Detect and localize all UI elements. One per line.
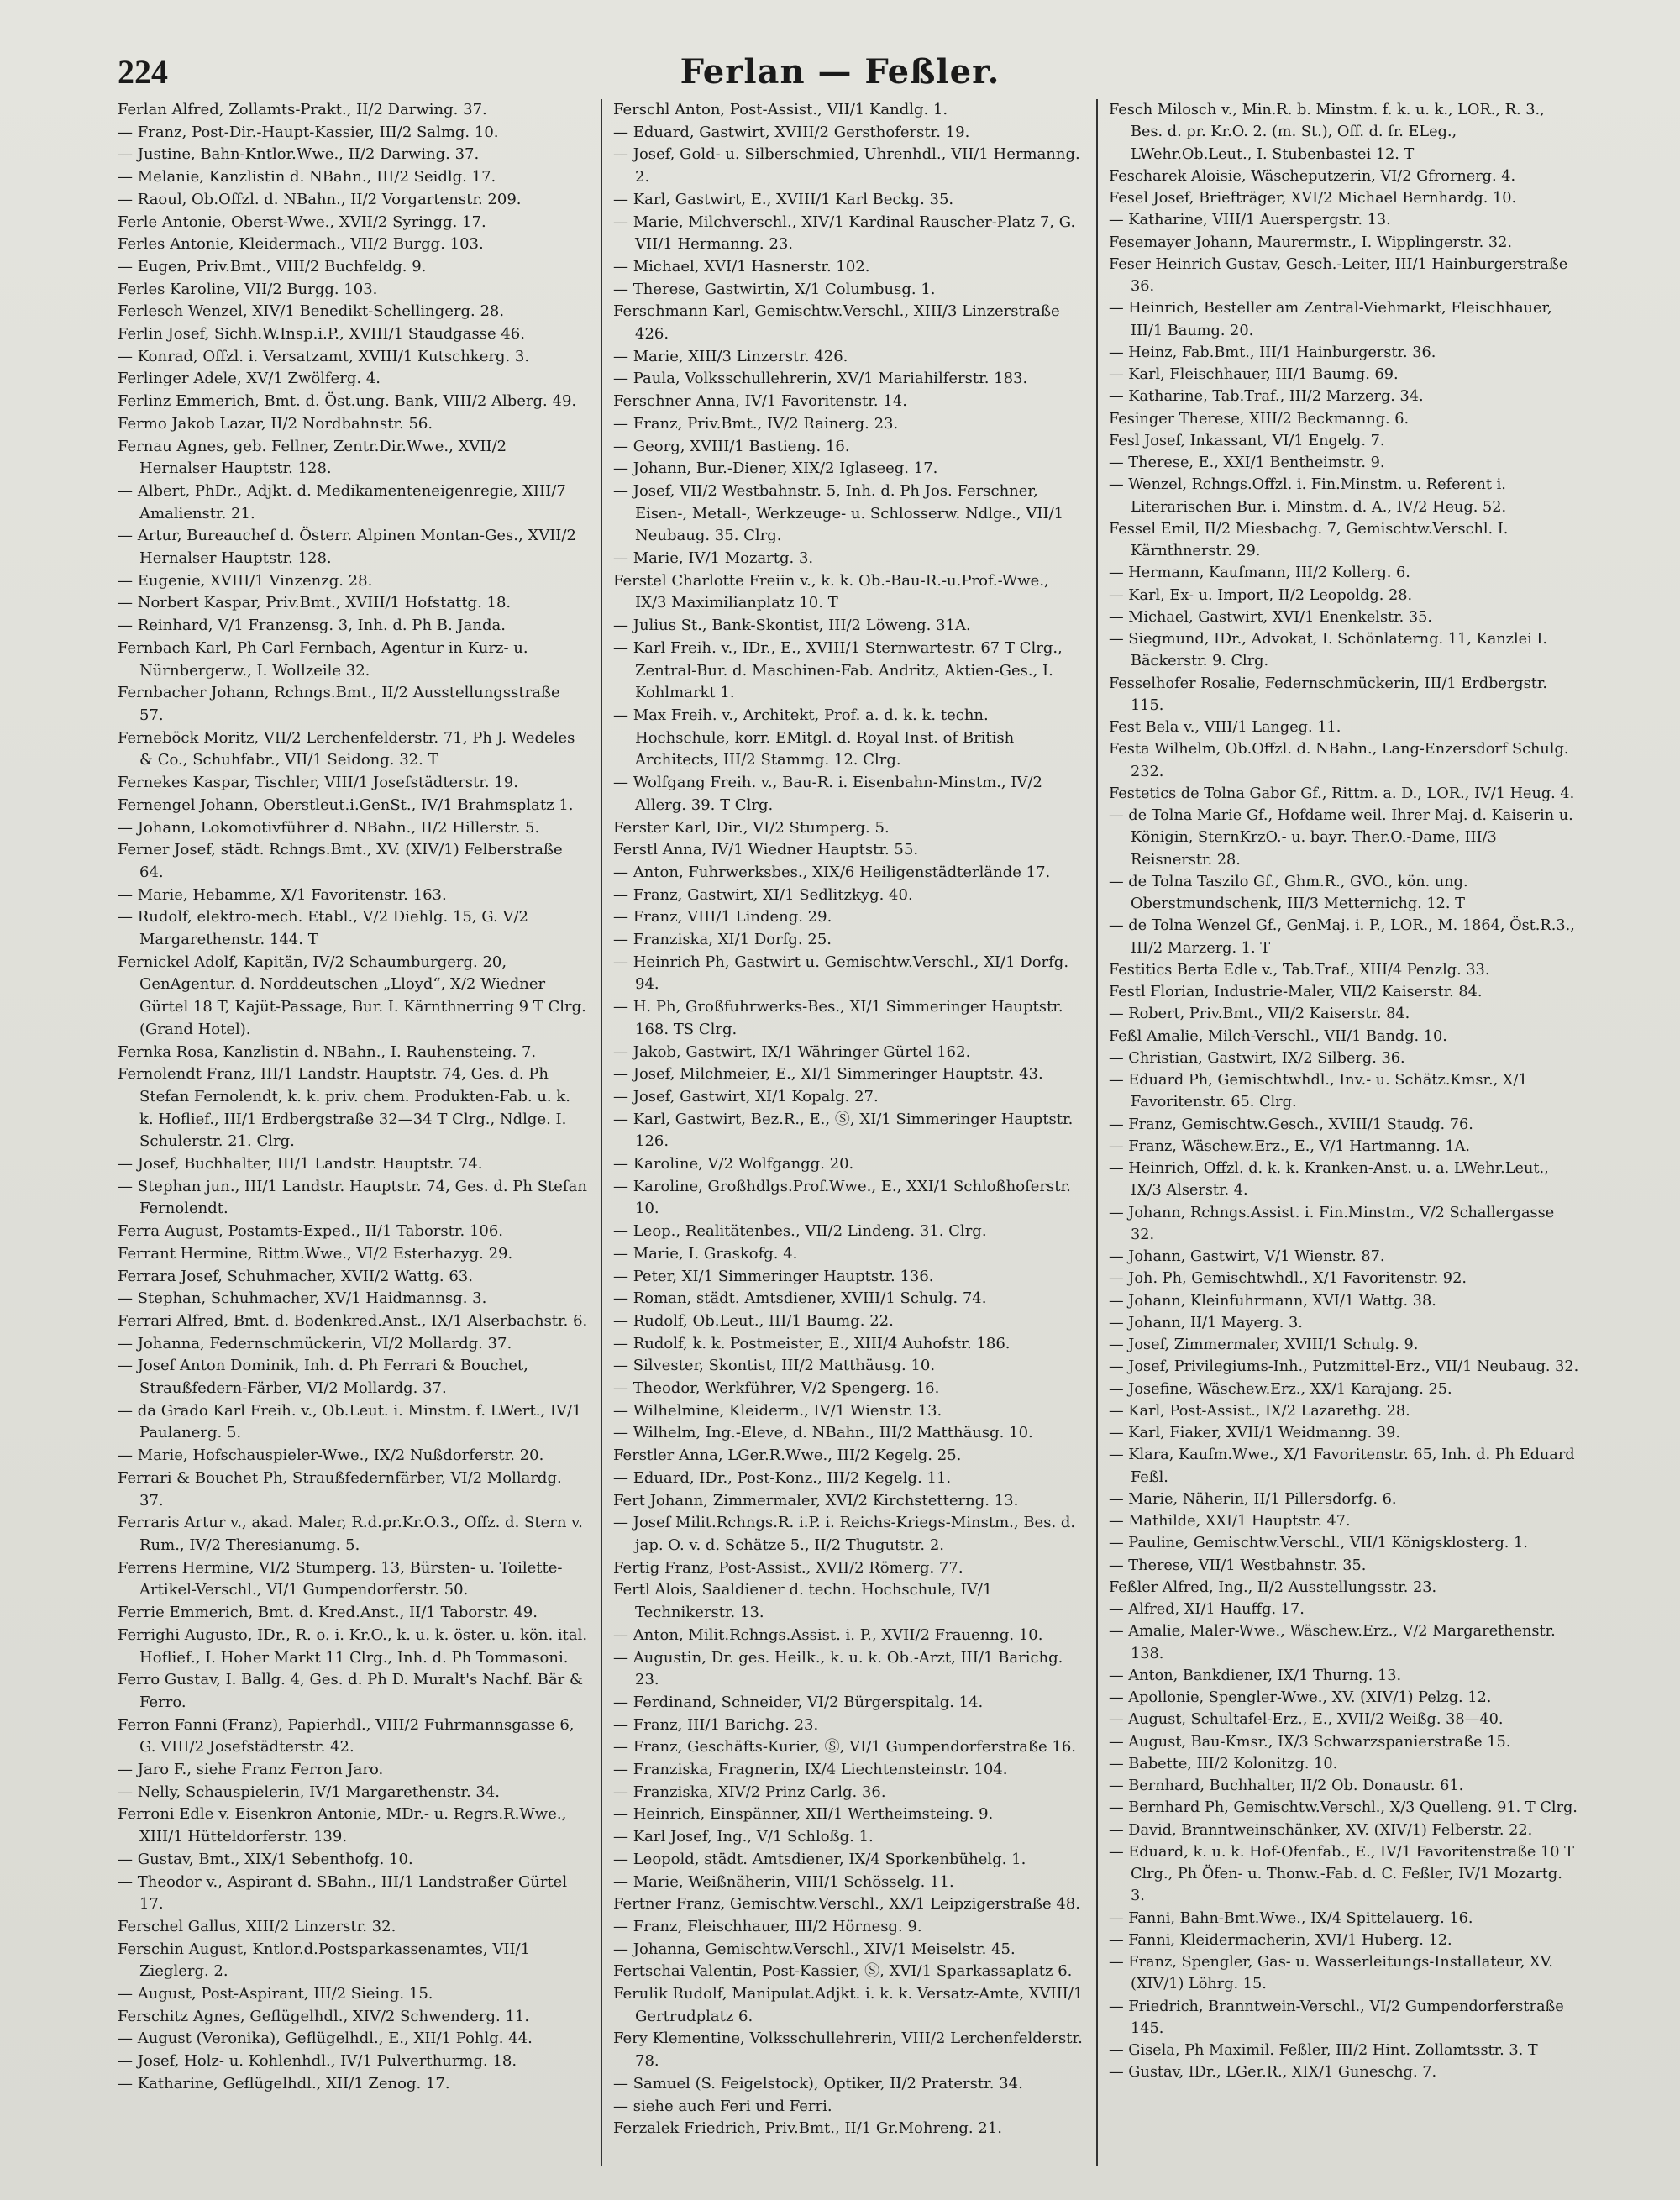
directory-entry: — Paula, Volksschullehrerin, XV/1 Mariahilferstr. 183.	[613, 370, 1028, 388]
directory-entry: Ferrara Josef, Schuhmacher, XVII/2 Wattg. 63.	[118, 1267, 473, 1285]
directory-entry: — Josef, Gold- u. Silberschmied, Uhrenhdl., VII/1 Hermanng. 2.	[613, 145, 1080, 186]
directory-entry: Ferschl Anton, Post-Assist., VII/1 Kandlg. 1.	[613, 101, 948, 118]
directory-entry: — siehe auch Feri und Ferri.	[613, 2097, 832, 2115]
directory-entry: Ferle Antonie, Oberst-Wwe., XVII/2 Syringg. 17.	[118, 213, 486, 231]
directory-entry: — Jakob, Gastwirt, IX/1 Währinger Gürtel 162.	[613, 1042, 971, 1061]
directory-entry: Fescharek Aloisie, Wäscheputzerin, VI/2 Gfrornerg. 4.	[1109, 167, 1516, 185]
directory-entry: — Peter, XI/1 Simmeringer Hauptstr. 136.	[613, 1267, 934, 1285]
directory-entry: Ferraris Artur v., akad. Maler, R.d.pr.Kr.O.3., Offz. d. Stern v. Rum., IV/2 Theresianumg. 5.	[118, 1514, 583, 1554]
column-rule	[1096, 99, 1098, 2166]
directory-entry: — Marie, Hebamme, X/1 Favoritenstr. 163.	[118, 885, 447, 904]
directory-entry: — Johann, II/1 Mayerg. 3.	[1109, 1314, 1303, 1331]
directory-entry: — Franz, Priv.Bmt., IV/2 Rainerg. 23.	[613, 414, 899, 433]
directory-entry: — Christian, Gastwirt, IX/2 Silberg. 36.	[1109, 1049, 1405, 1067]
directory-entry: Feßler Alfred, Ing., II/2 Ausstellungsstr. 23.	[1109, 1578, 1437, 1596]
directory-entry: — Anton, Milit.Rchngs.Assist. i. P., XVII/2 Frauenng. 10.	[613, 1625, 1043, 1644]
directory-entry: — Wenzel, Rchngs.Offzl. i. Fin.Minstm. u. Referent i. Literarischen Bur. i. Minstm. d. A., IV/2 Heug. 52.	[1109, 476, 1507, 516]
directory-entry: Fesselhofer Rosalie, Federnschmückerin, III/1 Erdbergstr. 115.	[1109, 675, 1547, 714]
directory-entry: — Theodor, Werkführer, V/2 Spengerg. 16.	[613, 1379, 940, 1398]
directory-entry: Fernbach Karl, Ph Carl Fernbach, Agentur in Kurz- u. Nürnbergerw., I. Wollzeile 32.	[118, 638, 528, 680]
directory-entry: — Johann, Lokomotivführer d. NBahn., II/2 Hillerstr. 5.	[118, 818, 540, 837]
directory-entry: Ferner Josef, städt. Rchngs.Bmt., XV. (XIV/1) Felberstraße 64.	[118, 841, 563, 881]
directory-entry: — Franziska, XIV/2 Prinz Carlg. 36.	[613, 1783, 886, 1801]
directory-entry: — Eduard Ph, Gemischtwhdl., Inv.- u. Schätz.Kmsr., X/1 Favoritenstr. 65. Clrg.	[1109, 1072, 1528, 1111]
directory-entry: — Stephan, Schuhmacher, XV/1 Haidmannsg. 3.	[118, 1289, 487, 1308]
directory-entry: Fest Bela v., VIII/1 Langeg. 11.	[1109, 719, 1341, 736]
directory-entry: — Karl, Fiaker, XVII/1 Weidmanng. 39.	[1109, 1425, 1400, 1441]
directory-entry: — Amalie, Maler-Wwe., Wäschew.Erz., V/2 Margarethenstr. 138.	[1109, 1623, 1556, 1662]
directory-entry: Ferlan Alfred, Zollamts-Prakt., II/2 Darwing. 37.	[118, 101, 487, 118]
directory-entry: Fernbacher Johann, Rchngs.Bmt., II/2 Ausstellungsstraße 57.	[118, 684, 560, 724]
directory-entry: — Marie, XIII/3 Linzerstr. 426.	[613, 347, 848, 365]
directory-entry: — Katharine, VIII/1 Auerspergstr. 13.	[1109, 212, 1391, 229]
directory-entry: — Eduard, IDr., Post-Konz., III/2 Kegelg. 11.	[613, 1468, 952, 1487]
directory-entry: — Wolfgang Freih. v., Bau-R. i. Eisenbahn-Minstm., IV/2 Allerg. 39. T Clrg.	[613, 774, 1042, 814]
column-rule	[601, 99, 602, 2166]
directory-entry: — Justine, Bahn-Kntlor.Wwe., II/2 Darwing. 37.	[118, 145, 480, 164]
directory-entry: Fermo Jakob Lazar, II/2 Nordbahnstr. 56.	[118, 414, 433, 433]
directory-entry: — Josef, Buchhalter, III/1 Landstr. Hauptstr. 74.	[118, 1155, 483, 1174]
directory-entry: — August (Veronika), Geflügelhdl., E., XII/1 Pohlg. 44.	[118, 2029, 533, 2048]
directory-entry: — Max Freih. v., Architekt, Prof. a. d. k. k. techn. Hochschule, korr. EMitgl. d. Royal Inst. of British Architects, III/2 Stammg. 12. Clrg.	[613, 706, 1015, 769]
directory-entry: — H. Ph, Großfuhrwerks-Bes., XI/1 Simmeringer Hauptstr. 168. TS Clrg.	[613, 998, 1063, 1038]
directory-entry: — Michael, XVI/1 Hasnerstr. 102.	[613, 257, 870, 276]
directory-entry: — Apollonie, Spengler-Wwe., XV. (XIV/1) Pelzg. 12.	[1109, 1689, 1492, 1706]
directory-entry: Ferles Karoline, VII/2 Burgg. 103.	[118, 280, 378, 298]
directory-entry: — Johann, Bur.-Diener, XIX/2 Iglaseeg. 17.	[613, 459, 938, 478]
directory-entry: — Karl, Ex- u. Import, II/2 Leopoldg. 28.	[1109, 586, 1413, 604]
directory-entry: Ferrighi Augusto, IDr., R. o. i. Kr.O., k. u. k. öster. u. kön. ital. Hoflief., I. Hoher Markt 11 Clrg., Inh. d. Ph Tommasoni.	[118, 1625, 588, 1667]
directory-entry: — Johann, Kleinfuhrmann, XVI/1 Wattg. 38.	[1109, 1292, 1436, 1310]
directory-entry: — Gisela, Ph Maximil. Feßler, III/2 Hint. Zollamtsstr. 3. T	[1109, 2042, 1538, 2059]
directory-entry: — Rudolf, Ob.Leut., III/1 Baumg. 22.	[613, 1311, 894, 1330]
directory-entry: — Karl, Post-Assist., IX/2 Lazarethg. 28.	[1109, 1402, 1410, 1420]
directory-entry: Ferlinz Emmerich, Bmt. d. Öst.ung. Bank, VIII/2 Alberg. 49.	[118, 392, 577, 411]
page-header	[118, 52, 1562, 102]
directory-entry: — Mathilde, XXI/1 Hauptstr. 47.	[1109, 1513, 1351, 1530]
page-number: 224	[118, 53, 168, 91]
directory-entry: — Marie, IV/1 Mozartg. 3.	[613, 549, 814, 568]
directory-entry: — Silvester, Skontist, III/2 Matthäusg. 10.	[613, 1357, 936, 1375]
directory-entry: — de Tolna Marie Gf., Hofdame weil. Ihrer Maj. d. Kaiserin u. Königin, SternKrzO.- u. bayr. Ther.O.-Dame, III/3 Reisnerstr. 28.	[1109, 807, 1573, 869]
directory-entry: Fery Klementine, Volksschullehrerin, VIII/2 Lerchenfelderstr. 78.	[613, 2029, 1083, 2071]
directory-entry: Ferra August, Postamts-Exped., II/1 Taborstr. 106.	[118, 1222, 504, 1241]
directory-entry: — Gustav, Bmt., XIX/1 Sebenthofg. 10.	[118, 1850, 413, 1868]
directory-entry: — Robert, Priv.Bmt., VII/2 Kaiserstr. 84.	[1109, 1005, 1410, 1023]
directory-entry: Ferschitz Agnes, Geflügelhdl., XIV/2 Schwenderg. 11.	[118, 2007, 530, 2025]
directory-entry: Fertner Franz, Gemischtw.Verschl., XX/1 Leipzigerstraße 48.	[613, 1895, 1080, 1914]
directory-entry: — Karoline, V/2 Wolfgangg. 20.	[613, 1155, 854, 1174]
directory-entry: Fesemayer Johann, Maurermstr., I. Wipplingerstr. 32.	[1109, 234, 1513, 251]
directory-entry: — Karl Freih. v., IDr., E., XVIII/1 Sternwartestr. 67 T Clrg., Zentral-Bur. d. Maschinen-Fab. Andritz, Aktien-Ges., I. Kohlmarkt 1.	[613, 638, 1063, 702]
directory-entry: — Karl Josef, Ing., V/1 Schloßg. 1.	[613, 1828, 874, 1846]
directory-entry: Ferrie Emmerich, Bmt. d. Kred.Anst., II/1 Taborstr. 49.	[118, 1604, 538, 1622]
directory-entry: Fertig Franz, Post-Assist., XVII/2 Römerg. 77.	[613, 1558, 963, 1577]
directory-entry: — Marie, Weißnäherin, VIII/1 Schösselg. 11.	[613, 1872, 954, 1891]
directory-entry: — Leopold, städt. Amtsdiener, IX/4 Sporkenbühelg. 1.	[613, 1850, 1026, 1868]
directory-entry: Ferlesch Wenzel, XIV/1 Benedikt-Schellingerg. 28.	[118, 302, 505, 321]
column-1	[118, 99, 588, 2166]
directory-entry: — Raoul, Ob.Offzl. d. NBahn., II/2 Vorgartenstr. 209.	[118, 190, 522, 208]
directory-entry: — Gustav, IDr., LGer.R., XIX/1 Guneschg. 7.	[1109, 2064, 1437, 2082]
directory-entry: Fertl Alois, Saaldiener d. techn. Hochschule, IV/1 Technikerstr. 13.	[613, 1581, 993, 1622]
directory-entry: — Karl, Fleischhauer, III/1 Baumg. 69.	[1109, 366, 1399, 383]
directory-entry: — Wilhelm, Ing.-Eleve, d. NBahn., III/2 Matthäusg. 10.	[613, 1424, 1033, 1442]
directory-entry: Festl Florian, Industrie-Maler, VII/2 Kaiserstr. 84.	[1109, 984, 1483, 1000]
directory-entry: — Anton, Fuhrwerksbes., XIX/6 Heiligenstädterlände 17.	[613, 863, 1051, 881]
directory-entry: — Georg, XVIII/1 Bastieng. 16.	[613, 437, 850, 455]
directory-entry: — Rudolf, k. k. Postmeister, E., XIII/4 Auhofstr. 186.	[613, 1334, 1011, 1352]
directory-entry: — Eduard, Gastwirt, XVIII/2 Gersthoferstr. 19.	[613, 123, 970, 141]
directory-entry: — Johanna, Gemischtw.Verschl., XIV/1 Meiselstr. 45.	[613, 1940, 1016, 1958]
directory-entry: — Jaro F., siehe Franz Ferron Jaro.	[118, 1761, 384, 1779]
directory-entry: — Babette, III/2 Kolonitzg. 10.	[1109, 1755, 1338, 1772]
directory-entry: Ferroni Edle v. Eisenkron Antonie, MDr.- u. Regrs.R.Wwe., XIII/1 Hütteldorferstr. 139.	[118, 1805, 567, 1846]
directory-entry: — Josef, Privilegiums-Inh., Putzmittel-Erz., VII/1 Neubaug. 32.	[1109, 1358, 1579, 1376]
directory-entry: Ferrant Hermine, Rittm.Wwe., VI/2 Esterhazyg. 29.	[118, 1244, 513, 1263]
directory-entry: — Josef Anton Dominik, Inh. d. Ph Ferrari & Bouchet, Straußfedern-Färber, VI/2 Mollardg. 37.	[118, 1357, 528, 1398]
directory-entry: — Theodor v., Aspirant d. SBahn., III/1 Landstraßer Gürtel 17.	[118, 1872, 568, 1914]
directory-entry: — Hermann, Kaufmann, III/2 Kollerg. 6.	[1109, 564, 1410, 582]
directory-entry: — Heinrich, Besteller am Zentral-Viehmarkt, Fleischhauer, III/1 Baumg. 20.	[1109, 300, 1552, 339]
directory-entry: Fernka Rosa, Kanzlistin d. NBahn., I. Rauhensteing. 7.	[118, 1042, 537, 1061]
directory-entry: — Franz, Wäschew.Erz., E., V/1 Hartmanng. 1A.	[1109, 1137, 1471, 1155]
directory-entry: Ferlin Josef, Sichh.W.Insp.i.P., XVIII/1 Staudgasse 46.	[118, 325, 525, 344]
directory-entry: Ferles Antonie, Kleidermach., VII/2 Burgg. 103.	[118, 235, 484, 254]
directory-entry: Fesl Josef, Inkassant, VI/1 Engelg. 7.	[1109, 432, 1385, 449]
directory-entry: Ferneböck Moritz, VII/2 Lerchenfelderstr. 71, Ph J. Wedeles & Co., Schuhfabr., VII/1 Seidong. 32. T	[118, 728, 575, 769]
directory-entry: — Eugen, Priv.Bmt., VIII/2 Buchfeldg. 9.	[118, 257, 427, 276]
directory-entry: — Katharine, Geflügelhdl., XII/1 Zenog. 17.	[118, 2074, 450, 2092]
directory-entry: Fernekes Kaspar, Tischler, VIII/1 Josefstädterstr. 19.	[118, 774, 518, 792]
directory-entry: — Katharine, Tab.Traf., III/2 Marzerg. 34.	[1109, 388, 1424, 406]
directory-entry: — Josef Milit.Rchngs.R. i.P. i. Reichs-Kriegs-Minstm., Bes. d. jap. O. v. d. Schätze 5., II/2 Thugutstr. 2.	[613, 1514, 1076, 1554]
directory-entry: Ferrari Alfred, Bmt. d. Bodenkred.Anst., IX/1 Alserbachstr. 6.	[118, 1311, 588, 1330]
directory-entry: — Fanni, Kleidermacherin, XVI/1 Huberg. 12.	[1109, 1931, 1452, 1949]
directory-entry: — Nelly, Schauspielerin, IV/1 Margarethenstr. 34.	[118, 1783, 501, 1801]
directory-entry: — Roman, städt. Amtsdiener, XVIII/1 Schulg. 74.	[613, 1289, 987, 1308]
directory-entry: — David, Branntweinschänker, XV. (XIV/1) Felberstr. 22.	[1109, 1821, 1533, 1839]
directory-entry: Ferschin August, Kntlor.d.Postsparkassenamtes, VII/1 Zieglerg. 2.	[118, 1940, 531, 1981]
directory-entry: — de Tolna Wenzel Gf., GenMaj. i. P., LOR., M. 1864, Öst.R.3., III/2 Marzerg. 1. T	[1109, 917, 1575, 957]
directory-entry: — Franz, Spengler, Gas- u. Wasserleitungs-Installateur, XV. (XIV/1) Löhrg. 15.	[1109, 1954, 1553, 1993]
directory-entry: Ferstel Charlotte Freiin v., k. k. Ob.-Bau-R.-u.Prof.-Wwe., IX/3 Maximilianplatz 10. T	[613, 571, 1049, 612]
directory-entry: — Eduard, k. u. k. Hof-Ofenfab., E., IV/1 Favoritenstraße 10 T Clrg., Ph Öfen- u. Thonw.-Fab. d. C. Feßler, IV/1 Mozartg. 3.	[1109, 1843, 1574, 1905]
directory-entry: — Bernhard, Buchhalter, II/2 Ob. Donaustr. 61.	[1109, 1777, 1464, 1794]
directory-entry: — de Tolna Taszilo Gf., Ghm.R., GVO., kön. ung. Oberstmundschenk, III/3 Metternichg. 12. T	[1109, 873, 1468, 912]
directory-entry: Fernengel Johann, Oberstleut.i.GenSt., IV/1 Brahmsplatz 1.	[118, 795, 574, 814]
directory-entry: — Josef, Zimmermaler, XVIII/1 Schulg. 9.	[1109, 1336, 1419, 1353]
directory-entry: Ferschel Gallus, XIII/2 Linzerstr. 32.	[118, 1917, 396, 1935]
directory-entry: — Melanie, Kanzlistin d. NBahn., III/2 Seidlg. 17.	[118, 168, 496, 186]
directory-entry: — Anton, Bankdiener, IX/1 Thurng. 13.	[1109, 1667, 1402, 1684]
directory-entry: — Franz, Fleischhauer, III/2 Hörnesg. 9.	[613, 1917, 922, 1935]
directory-entry: — Siegmund, IDr., Advokat, I. Schönlaterng. 11, Kanzlei I. Bäckerstr. 9. Clrg.	[1109, 631, 1548, 670]
directory-entry: — Heinrich, Einspänner, XII/1 Wertheimsteing. 9.	[613, 1805, 994, 1824]
directory-columns	[118, 99, 1579, 2166]
directory-entry: Feßl Amalie, Milch-Verschl., VII/1 Bandg. 10.	[1109, 1027, 1447, 1045]
directory-entry: — da Grado Karl Freih. v., Ob.Leut. i. Minstm. f. LWert., IV/1 Paulanerg. 5.	[118, 1401, 582, 1442]
directory-entry: Ferulik Rudolf, Manipulat.Adjkt. i. k. k. Versatz-Amte, XVIII/1 Gertrudplatz 6.	[613, 1985, 1084, 2025]
directory-entry: — Marie, I. Graskofg. 4.	[613, 1244, 798, 1263]
directory-entry: Ferron Fanni (Franz), Papierhdl., VIII/2 Fuhrmannsgasse 6, G. VIII/2 Josefstädterstr. 42.	[118, 1715, 575, 1756]
column-3	[1109, 99, 1579, 2166]
directory-entry: — Pauline, Gemischtw.Verschl., VII/1 Königsklosterg. 1.	[1109, 1535, 1528, 1552]
directory-entry: — August, Post-Aspirant, III/2 Sieing. 15.	[118, 1985, 433, 2003]
directory-entry: — Therese, E., XXI/1 Bentheimstr. 9.	[1109, 454, 1385, 471]
directory-entry: — Johanna, Federnschmückerin, VI/2 Mollardg. 37.	[118, 1334, 512, 1352]
directory-entry: — Heinrich, Offzl. d. k. k. Kranken-Anst. u. a. LWehr.Leut., IX/3 Alserstr. 4.	[1109, 1160, 1549, 1200]
directory-entry: Fesinger Therese, XIII/2 Beckmanng. 6.	[1109, 410, 1410, 428]
directory-entry: — Marie, Milchverschl., XIV/1 Kardinal Rauscher-Platz 7, G. VII/1 Hermanng. 23.	[613, 213, 1076, 254]
directory-entry: — August, Schultafel-Erz., E., XVII/2 Weißg. 38—40.	[1109, 1711, 1504, 1729]
directory-entry: — Johann, Rchngs.Assist. i. Fin.Minstm., V/2 Schallergasse 32.	[1109, 1204, 1555, 1243]
directory-entry: Fertschai Valentin, Post-Kassier, Ⓢ, XVI/1 Sparkassaplatz 6.	[613, 1962, 1073, 1981]
directory-entry: — Franz, Geschäfts-Kurier, Ⓢ, VI/1 Gumpendorferstraße 16.	[613, 1738, 1076, 1756]
column-2	[613, 99, 1084, 2166]
directory-entry: — Therese, VII/1 Westbahnstr. 35.	[1109, 1557, 1367, 1574]
directory-entry: — Samuel (S. Feigelstock), Optiker, II/2 Praterstr. 34.	[613, 2074, 1023, 2092]
directory-entry: — Josef, Holz- u. Kohlenhdl., IV/1 Pulverthurmg. 18.	[118, 2052, 517, 2071]
directory-entry: — Friedrich, Branntwein-Verschl., VI/2 Gumpendorferstraße 145.	[1109, 1998, 1564, 2037]
directory-entry: — Josef, VII/2 Westbahnstr. 5, Inh. d. Ph Jos. Ferschner, Eisen-, Metall-, Werkzeuge- u. Schlosserw. Ndlge., VII/1 Neubaug. 35. Clrg.	[613, 481, 1064, 545]
directory-entry: — Wilhelmine, Kleiderm., IV/1 Wienstr. 13.	[613, 1401, 942, 1420]
directory-entry: — Leop., Realitätenbes., VII/2 Lindeng. 31. Clrg.	[613, 1222, 987, 1241]
directory-entry: — Karl, Gastwirt, Bez.R., E., Ⓢ, XI/1 Simmeringer Hauptstr. 126.	[613, 1110, 1074, 1151]
directory-entry: Ferro Gustav, I. Ballg. 4, Ges. d. Ph D. Muralt's Nachf. Bär & Ferro.	[118, 1671, 583, 1711]
directory-entry: — Bernhard Ph, Gemischtw.Verschl., X/3 Quelleng. 91. T Clrg.	[1109, 1799, 1578, 1817]
directory-entry: Fernolendt Franz, III/1 Landstr. Hauptstr. 74, Ges. d. Ph Stefan Fernolendt, k. k. priv. chem. Produkten-Fab. u. k. k. Hoflief., III/1 Erdbergstraße 32—34 T Clrg., Ndlge. I. Schulerstr. 21. Clrg.	[118, 1065, 570, 1151]
directory-entry: Festetics de Tolna Gabor Gf., Rittm. a. D., LOR., IV/1 Heug. 4.	[1109, 785, 1575, 802]
directory-entry: Ferschmann Karl, Gemischtw.Verschl., XIII/3 Linzerstraße 426.	[613, 302, 1060, 344]
directory-entry: — Michael, Gastwirt, XVI/1 Enenkelstr. 35.	[1109, 608, 1433, 626]
directory-entry: — Augustin, Dr. ges. Heilk., k. u. k. Ob.-Arzt, III/1 Barichg. 23.	[613, 1648, 1063, 1689]
directory-entry: Fesch Milosch v., Min.R. b. Minstm. f. k. u. k., LOR., R. 3., Bes. d. pr. Kr.O. 2. (m. St.), Off. d. fr. ELeg., LWehr.Ob.Leut., I. Stubenbastei 12. T	[1109, 102, 1545, 163]
directory-entry: — August, Bau-Kmsr., IX/3 Schwarzspanierstraße 15.	[1109, 1733, 1511, 1751]
directory-entry: — Rudolf, elektro-mech. Etabl., V/2 Diehlg. 15, G. V/2 Margarethenstr. 144. T	[118, 908, 528, 949]
directory-entry: — Eugenie, XVIII/1 Vinzenzg. 28.	[118, 571, 373, 590]
directory-entry: — Julius St., Bank-Skontist, III/2 Löweng. 31A.	[613, 617, 971, 635]
directory-entry: — Franziska, Fragnerin, IX/4 Liechtensteinstr. 104.	[613, 1761, 1008, 1779]
directory-entry: — Franz, Gastwirt, XI/1 Sedlitzkyg. 40.	[613, 885, 913, 904]
directory-entry: — Josef, Milchmeier, E., XI/1 Simmeringer Hauptstr. 43.	[613, 1065, 1043, 1084]
directory-entry: — Joh. Ph, Gemischtwhdl., X/1 Favoritenstr. 92.	[1109, 1270, 1467, 1288]
directory-entry: — Konrad, Offzl. i. Versatzamt, XVIII/1 Kutschkerg. 3.	[118, 347, 530, 365]
directory-entry: — Josef, Gastwirt, XI/1 Kopalg. 27.	[613, 1087, 879, 1105]
directory-entry: — Alfred, XI/1 Hauffg. 17.	[1109, 1601, 1305, 1618]
directory-entry: Ferlinger Adele, XV/1 Zwölferg. 4.	[118, 370, 381, 388]
directory-entry: — Franziska, XI/1 Dorfg. 25.	[613, 931, 832, 949]
directory-entry: — Stephan jun., III/1 Landstr. Hauptstr. 74, Ges. d. Ph Stefan Fernolendt.	[118, 1177, 587, 1218]
directory-entry: Ferstl Anna, IV/1 Wiedner Hauptstr. 55.	[613, 841, 919, 859]
directory-entry: — Klara, Kaufm.Wwe., X/1 Favoritenstr. 65, Inh. d. Ph Eduard Feßl.	[1109, 1447, 1575, 1486]
directory-entry: Ferschner Anna, IV/1 Favoritenstr. 14.	[613, 392, 907, 411]
directory-entry: — Franz, III/1 Barichg. 23.	[613, 1715, 819, 1734]
directory-entry: Feser Heinrich Gustav, Gesch.-Leiter, III/1 Hainburgerstraße 36.	[1109, 255, 1568, 295]
directory-entry: Ferrens Hermine, VI/2 Stumperg. 13, Bürsten- u. Toilette-Artikel-Verschl., VI/1 Gumpendorferstr. 50.	[118, 1558, 563, 1599]
directory-entry: — Franz, Post-Dir.-Haupt-Kassier, III/2 Salmg. 10.	[118, 123, 499, 141]
directory-entry: Fernau Agnes, geb. Fellner, Zentr.Dir.Wwe., XVII/2 Hernalser Hauptstr. 128.	[118, 437, 507, 478]
directory-entry: Fert Johann, Zimmermaler, XVI/2 Kirchstetterng. 13.	[613, 1491, 1019, 1510]
directory-entry: Ferzalek Friedrich, Priv.Bmt., II/1 Gr.Mohreng. 21.	[613, 2119, 1002, 2138]
directory-entry: — Norbert Kaspar, Priv.Bmt., XVIII/1 Hofstattg. 18.	[118, 594, 512, 612]
directory-entry: — Franz, Gemischtw.Gesch., XVIII/1 Staudg. 76.	[1109, 1116, 1473, 1133]
directory-entry: — Reinhard, V/1 Franzensg. 3, Inh. d. Ph B. Janda.	[118, 617, 506, 635]
directory-entry: — Karoline, Großhdlgs.Prof.Wwe., E., XXI/1 Schloßhoferstr. 10.	[613, 1177, 1071, 1218]
directory-entry: — Josefine, Wäschew.Erz., XX/1 Karajang. 25.	[1109, 1380, 1452, 1398]
directory-entry: — Albert, PhDr., Adjkt. d. Medikamenteneigenregie, XIII/7 Amalienstr. 21.	[118, 481, 566, 522]
directory-entry: — Heinz, Fab.Bmt., III/1 Hainburgerstr. 36.	[1109, 344, 1436, 361]
directory-entry: — Franz, VIII/1 Lindeng. 29.	[613, 908, 832, 927]
directory-entry: Fessel Emil, II/2 Miesbachg. 7, Gemischtw.Verschl. I. Kärnthnerstr. 29.	[1109, 520, 1509, 559]
directory-entry: — Karl, Gastwirt, E., XVIII/1 Karl Beckg. 35.	[613, 190, 954, 208]
directory-entry: Ferrari & Bouchet Ph, Straußfedernfärber, VI/2 Mollardg. 37.	[118, 1468, 562, 1510]
directory-entry: Fernickel Adolf, Kapitän, IV/2 Schaumburgerg. 20, GenAgentur. d. Norddeutschen „Lloyd“, X/2 Wiedner Gürtel 18 T, Kajüt-Passage, Bur. I. Kärnthnerring 9 T Clrg. (Grand Hotel).	[118, 953, 586, 1038]
directory-entry: Fesel Josef, Briefträger, XVI/2 Michael Bernhardg. 10.	[1109, 190, 1517, 207]
directory-entry: Festa Wilhelm, Ob.Offzl. d. NBahn., Lang-Enzersdorf Schulg. 232.	[1109, 741, 1569, 780]
directory-entry: — Therese, Gastwirtin, X/1 Columbusg. 1.	[613, 280, 936, 298]
directory-entry: — Marie, Näherin, II/1 Pillersdorfg. 6.	[1109, 1490, 1397, 1508]
directory-entry: — Fanni, Bahn-Bmt.Wwe., IX/4 Spittelauerg. 16.	[1109, 1909, 1473, 1927]
directory-entry: Ferster Karl, Dir., VI/2 Stumperg. 5.	[613, 818, 890, 837]
directory-entry: Festitics Berta Edle v., Tab.Traf., XIII/4 Penzlg. 33.	[1109, 961, 1490, 979]
directory-entry: — Ferdinand, Schneider, VI/2 Bürgerspitalg. 14.	[613, 1693, 984, 1711]
directory-entry: — Marie, Hofschauspieler-Wwe., IX/2 Nußdorferstr. 20.	[118, 1447, 544, 1465]
directory-entry: — Johann, Gastwirt, V/1 Wienstr. 87.	[1109, 1248, 1385, 1265]
running-head: Ferlan — Feßler.	[680, 52, 1000, 92]
directory-entry: — Heinrich Ph, Gastwirt u. Gemischtw.Verschl., XI/1 Dorfg. 94.	[613, 953, 1069, 994]
directory-entry: Ferstler Anna, LGer.R.Wwe., III/2 Kegelg. 25.	[613, 1447, 962, 1465]
directory-entry: — Artur, Bureauchef d. Österr. Alpinen Montan-Ges., XVII/2 Hernalser Hauptstr. 128.	[118, 527, 576, 568]
